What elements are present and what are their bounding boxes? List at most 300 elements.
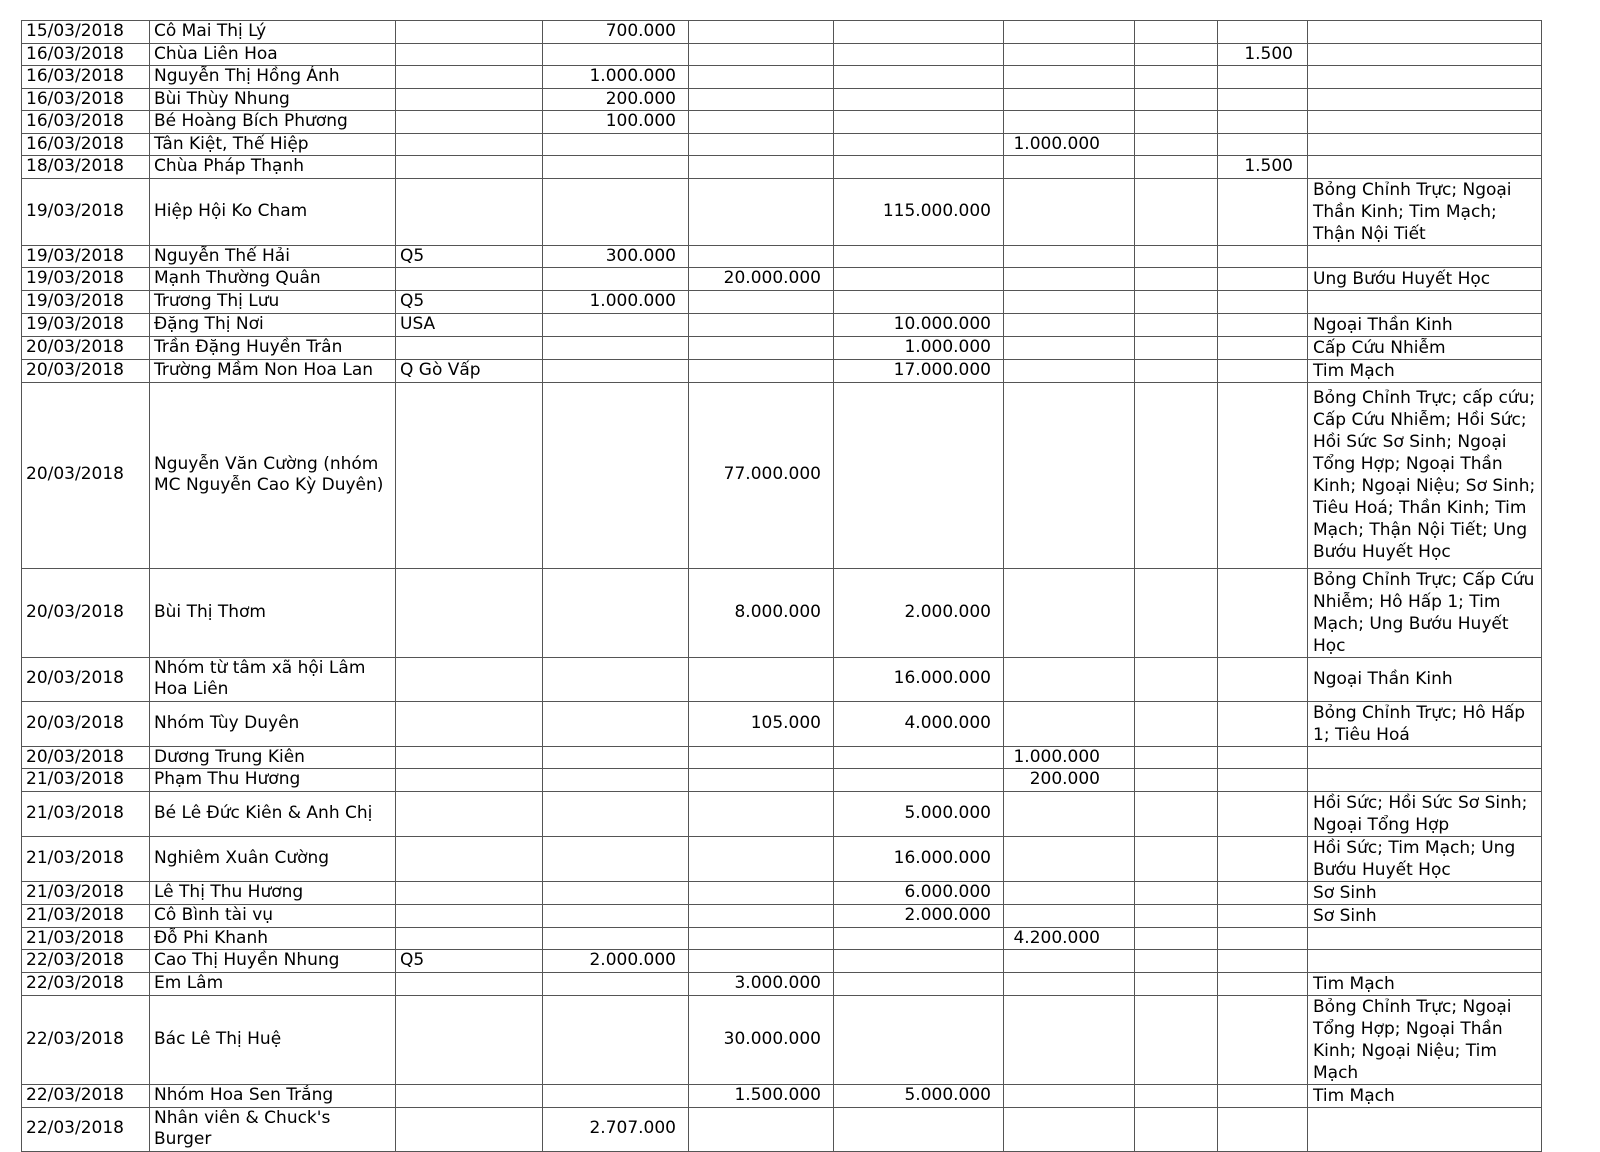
amount-cell-a	[543, 156, 689, 179]
date-cell: 22/03/2018	[22, 1084, 150, 1107]
amount-cell-b	[689, 178, 834, 245]
amount-cell-f	[1218, 568, 1308, 657]
department-cell	[1308, 156, 1542, 179]
amount-cell-d	[1004, 43, 1135, 66]
department-cell	[1308, 950, 1542, 973]
amount-cell-c: 1.000.000	[834, 336, 1004, 359]
amount-cell-a	[543, 336, 689, 359]
location-cell	[396, 701, 543, 746]
department-cell: Hồi Sức; Hồi Sức Sơ Sinh; Ngoại Tổng Hợp	[1308, 791, 1542, 836]
location-cell	[396, 178, 543, 245]
amount-cell-c	[834, 1107, 1004, 1151]
amount-cell-b	[689, 359, 834, 382]
amount-cell-b	[689, 245, 834, 268]
table-row	[22, 359, 1542, 382]
amount-cell-b	[689, 881, 834, 904]
amount-cell-b	[689, 746, 834, 769]
location-cell	[396, 336, 543, 359]
amount-cell-e	[1135, 836, 1218, 881]
amount-cell-e	[1135, 245, 1218, 268]
amount-cell-d	[1004, 88, 1135, 111]
donor-name-cell: Nhân viên & Chuck's Burger	[150, 1107, 396, 1151]
amount-cell-f	[1218, 313, 1308, 336]
donor-name-cell: Cô Bình tài vụ	[150, 904, 396, 927]
location-cell	[396, 657, 543, 701]
date-cell: 20/03/2018	[22, 701, 150, 746]
amount-cell-a: 300.000	[543, 245, 689, 268]
department-cell: Bỏng Chỉnh Trực; Ngoại Tổng Hợp; Ngoại Thần Kinh; Ngoại Niệu; Tim Mạch	[1308, 995, 1542, 1084]
amount-cell-c	[834, 66, 1004, 89]
amount-cell-d	[1004, 268, 1135, 291]
amount-cell-a	[543, 382, 689, 568]
department-cell: Bỏng Chỉnh Trực; Ngoại Thần Kinh; Tim Mạch; Thận Nội Tiết	[1308, 178, 1542, 245]
amount-cell-b	[689, 66, 834, 89]
location-cell	[396, 769, 543, 792]
amount-cell-a: 1.000.000	[543, 291, 689, 314]
date-cell: 16/03/2018	[22, 88, 150, 111]
date-cell: 21/03/2018	[22, 791, 150, 836]
amount-cell-c: 17.000.000	[834, 359, 1004, 382]
amount-cell-c	[834, 746, 1004, 769]
amount-cell-c	[834, 995, 1004, 1084]
donor-name-cell: Trường Mầm Non Hoa Lan	[150, 359, 396, 382]
date-cell: 20/03/2018	[22, 336, 150, 359]
department-cell	[1308, 1107, 1542, 1151]
amount-cell-a	[543, 701, 689, 746]
amount-cell-a	[543, 836, 689, 881]
department-cell: Bỏng Chỉnh Trực; Hô Hấp 1; Tiêu Hoá	[1308, 701, 1542, 746]
table-row	[22, 972, 1542, 995]
location-cell	[396, 836, 543, 881]
table-row	[22, 156, 1542, 179]
amount-cell-c	[834, 291, 1004, 314]
amount-cell-f	[1218, 836, 1308, 881]
table-row	[22, 701, 1542, 746]
donor-name-cell: Lê Thị Thu Hương	[150, 881, 396, 904]
department-cell	[1308, 88, 1542, 111]
amount-cell-a: 2.707.000	[543, 1107, 689, 1151]
amount-cell-d	[1004, 568, 1135, 657]
amount-cell-a	[543, 769, 689, 792]
amount-cell-b	[689, 657, 834, 701]
location-cell	[396, 995, 543, 1084]
table-row	[22, 836, 1542, 881]
table-row	[22, 950, 1542, 973]
amount-cell-a: 700.000	[543, 21, 689, 44]
donor-name-cell: Hiệp Hội Ko Cham	[150, 178, 396, 245]
date-cell: 20/03/2018	[22, 746, 150, 769]
table-row	[22, 904, 1542, 927]
amount-cell-c: 5.000.000	[834, 791, 1004, 836]
amount-cell-a	[543, 927, 689, 950]
location-cell	[396, 156, 543, 179]
location-cell	[396, 88, 543, 111]
donor-name-cell: Bé Lê Đức Kiên & Anh Chị	[150, 791, 396, 836]
amount-cell-e	[1135, 657, 1218, 701]
amount-cell-b	[689, 291, 834, 314]
amount-cell-e	[1135, 382, 1218, 568]
table-row	[22, 927, 1542, 950]
amount-cell-c: 6.000.000	[834, 881, 1004, 904]
department-cell	[1308, 927, 1542, 950]
location-cell: USA	[396, 313, 543, 336]
location-cell	[396, 972, 543, 995]
amount-cell-f	[1218, 21, 1308, 44]
amount-cell-c: 5.000.000	[834, 1084, 1004, 1107]
table-row	[22, 995, 1542, 1084]
department-cell: Bỏng Chỉnh Trực; Cấp Cứu Nhiễm; Hô Hấp 1; Tim Mạch; Ung Bướu Huyết Học	[1308, 568, 1542, 657]
amount-cell-d: 4.200.000	[1004, 927, 1135, 950]
donor-name-cell: Chùa Liên Hoa	[150, 43, 396, 66]
location-cell: Q5	[396, 950, 543, 973]
location-cell	[396, 927, 543, 950]
location-cell	[396, 1084, 543, 1107]
amount-cell-e	[1135, 995, 1218, 1084]
amount-cell-f	[1218, 1084, 1308, 1107]
department-cell: Ngoại Thần Kinh	[1308, 657, 1542, 701]
amount-cell-f	[1218, 359, 1308, 382]
amount-cell-e	[1135, 1084, 1218, 1107]
amount-cell-f	[1218, 791, 1308, 836]
amount-cell-b	[689, 1107, 834, 1151]
department-cell: Cấp Cứu Nhiễm	[1308, 336, 1542, 359]
amount-cell-d	[1004, 904, 1135, 927]
department-cell: Sơ Sinh	[1308, 881, 1542, 904]
amount-cell-d	[1004, 21, 1135, 44]
table-row	[22, 746, 1542, 769]
amount-cell-a	[543, 133, 689, 156]
amount-cell-c	[834, 133, 1004, 156]
amount-cell-d	[1004, 382, 1135, 568]
location-cell	[396, 791, 543, 836]
amount-cell-e	[1135, 746, 1218, 769]
date-cell: 21/03/2018	[22, 769, 150, 792]
donor-name-cell: Nhóm từ tâm xã hội Lâm Hoa Liên	[150, 657, 396, 701]
amount-cell-e	[1135, 156, 1218, 179]
amount-cell-e	[1135, 133, 1218, 156]
department-cell	[1308, 133, 1542, 156]
amount-cell-b: 3.000.000	[689, 972, 834, 995]
table-row	[22, 568, 1542, 657]
department-cell	[1308, 66, 1542, 89]
department-cell: Tim Mạch	[1308, 972, 1542, 995]
amount-cell-c: 4.000.000	[834, 701, 1004, 746]
amount-cell-e	[1135, 950, 1218, 973]
amount-cell-c	[834, 927, 1004, 950]
amount-cell-f	[1218, 268, 1308, 291]
location-cell	[396, 1107, 543, 1151]
amount-cell-f	[1218, 1107, 1308, 1151]
amount-cell-c: 115.000.000	[834, 178, 1004, 245]
amount-cell-c	[834, 769, 1004, 792]
amount-cell-f: 1.500	[1218, 156, 1308, 179]
amount-cell-d	[1004, 245, 1135, 268]
amount-cell-d	[1004, 995, 1135, 1084]
donor-name-cell: Em Lâm	[150, 972, 396, 995]
amount-cell-d: 1.000.000	[1004, 133, 1135, 156]
amount-cell-e	[1135, 359, 1218, 382]
amount-cell-f	[1218, 972, 1308, 995]
location-cell	[396, 133, 543, 156]
amount-cell-e	[1135, 769, 1218, 792]
donor-name-cell: Chùa Pháp Thạnh	[150, 156, 396, 179]
department-cell: Bỏng Chỉnh Trực; cấp cứu; Cấp Cứu Nhiễm; Hồi Sức; Hồi Sức Sơ Sinh; Ngoại Tổng Hợp; Ngoại Thần Kinh; Ngoại Niệu; Sơ Sinh; Tiêu Hoá; Thần Kinh; Tim Mạch; Thận Nội Tiết; Ung Bướu Huyết Học	[1308, 382, 1542, 568]
date-cell: 15/03/2018	[22, 21, 150, 44]
amount-cell-f	[1218, 904, 1308, 927]
donor-name-cell: Phạm Thu Hương	[150, 769, 396, 792]
amount-cell-d	[1004, 111, 1135, 134]
donor-name-cell: Nhóm Tùy Duyên	[150, 701, 396, 746]
date-cell: 22/03/2018	[22, 950, 150, 973]
amount-cell-a: 200.000	[543, 88, 689, 111]
amount-cell-b: 8.000.000	[689, 568, 834, 657]
donation-table	[21, 20, 1542, 1152]
location-cell: Q Gò Vấp	[396, 359, 543, 382]
donor-name-cell: Bé Hoàng Bích Phương	[150, 111, 396, 134]
table-row	[22, 178, 1542, 245]
amount-cell-d	[1004, 336, 1135, 359]
amount-cell-a: 100.000	[543, 111, 689, 134]
table-row	[22, 111, 1542, 134]
amount-cell-c	[834, 382, 1004, 568]
donor-name-cell: Mạnh Thường Quân	[150, 268, 396, 291]
donor-name-cell: Tân Kiệt, Thế Hiệp	[150, 133, 396, 156]
amount-cell-e	[1135, 313, 1218, 336]
date-cell: 21/03/2018	[22, 836, 150, 881]
amount-cell-c	[834, 268, 1004, 291]
amount-cell-b: 77.000.000	[689, 382, 834, 568]
amount-cell-b	[689, 156, 834, 179]
location-cell	[396, 382, 543, 568]
amount-cell-f	[1218, 927, 1308, 950]
date-cell: 19/03/2018	[22, 291, 150, 314]
amount-cell-b	[689, 313, 834, 336]
amount-cell-a	[543, 568, 689, 657]
department-cell: Ung Bướu Huyết Học	[1308, 268, 1542, 291]
amount-cell-e	[1135, 904, 1218, 927]
amount-cell-f	[1218, 769, 1308, 792]
date-cell: 20/03/2018	[22, 359, 150, 382]
table-row	[22, 1084, 1542, 1107]
amount-cell-b	[689, 133, 834, 156]
amount-cell-b	[689, 950, 834, 973]
amount-cell-b	[689, 111, 834, 134]
amount-cell-a	[543, 1084, 689, 1107]
location-cell	[396, 66, 543, 89]
amount-cell-b: 30.000.000	[689, 995, 834, 1084]
date-cell: 20/03/2018	[22, 382, 150, 568]
amount-cell-e	[1135, 927, 1218, 950]
table-row	[22, 88, 1542, 111]
amount-cell-f: 1.500	[1218, 43, 1308, 66]
date-cell: 22/03/2018	[22, 972, 150, 995]
department-cell: Ngoại Thần Kinh	[1308, 313, 1542, 336]
amount-cell-a	[543, 972, 689, 995]
amount-cell-e	[1135, 178, 1218, 245]
department-cell	[1308, 43, 1542, 66]
department-cell	[1308, 291, 1542, 314]
donor-name-cell: Bùi Thị Thơm	[150, 568, 396, 657]
amount-cell-a	[543, 313, 689, 336]
amount-cell-e	[1135, 111, 1218, 134]
date-cell: 21/03/2018	[22, 881, 150, 904]
donor-name-cell: Cao Thị Huyền Nhung	[150, 950, 396, 973]
department-cell	[1308, 21, 1542, 44]
amount-cell-c: 10.000.000	[834, 313, 1004, 336]
amount-cell-e	[1135, 21, 1218, 44]
location-cell	[396, 904, 543, 927]
donor-name-cell: Dương Trung Kiên	[150, 746, 396, 769]
table-row	[22, 769, 1542, 792]
location-cell	[396, 268, 543, 291]
amount-cell-f	[1218, 950, 1308, 973]
department-cell: Hồi Sức; Tim Mạch; Ung Bướu Huyết Học	[1308, 836, 1542, 881]
amount-cell-e	[1135, 1107, 1218, 1151]
amount-cell-c: 16.000.000	[834, 657, 1004, 701]
amount-cell-e	[1135, 336, 1218, 359]
amount-cell-e	[1135, 972, 1218, 995]
amount-cell-f	[1218, 382, 1308, 568]
donor-name-cell: Nguyễn Thế Hải	[150, 245, 396, 268]
date-cell: 19/03/2018	[22, 268, 150, 291]
amount-cell-b: 1.500.000	[689, 1084, 834, 1107]
table-row	[22, 336, 1542, 359]
amount-cell-a	[543, 657, 689, 701]
amount-cell-e	[1135, 701, 1218, 746]
department-cell	[1308, 245, 1542, 268]
amount-cell-d	[1004, 66, 1135, 89]
amount-cell-d	[1004, 1084, 1135, 1107]
table-row	[22, 43, 1542, 66]
amount-cell-d	[1004, 836, 1135, 881]
donor-name-cell: Cô Mai Thị Lý	[150, 21, 396, 44]
table-row	[22, 133, 1542, 156]
amount-cell-d	[1004, 291, 1135, 314]
location-cell: Q5	[396, 291, 543, 314]
amount-cell-f	[1218, 881, 1308, 904]
amount-cell-d	[1004, 950, 1135, 973]
donor-name-cell: Bùi Thùy Nhung	[150, 88, 396, 111]
amount-cell-d	[1004, 359, 1135, 382]
amount-cell-d	[1004, 657, 1135, 701]
amount-cell-b	[689, 836, 834, 881]
donor-name-cell: Đỗ Phi Khanh	[150, 927, 396, 950]
location-cell	[396, 111, 543, 134]
amount-cell-e	[1135, 268, 1218, 291]
amount-cell-c	[834, 950, 1004, 973]
department-cell	[1308, 111, 1542, 134]
location-cell: Q5	[396, 245, 543, 268]
table-row	[22, 268, 1542, 291]
amount-cell-a	[543, 268, 689, 291]
amount-cell-b	[689, 769, 834, 792]
amount-cell-a: 1.000.000	[543, 66, 689, 89]
amount-cell-d	[1004, 791, 1135, 836]
amount-cell-a	[543, 178, 689, 245]
date-cell: 19/03/2018	[22, 178, 150, 245]
amount-cell-c	[834, 88, 1004, 111]
amount-cell-a	[543, 43, 689, 66]
location-cell	[396, 881, 543, 904]
location-cell	[396, 568, 543, 657]
amount-cell-f	[1218, 291, 1308, 314]
amount-cell-f	[1218, 701, 1308, 746]
amount-cell-e	[1135, 791, 1218, 836]
amount-cell-a	[543, 995, 689, 1084]
amount-cell-d	[1004, 178, 1135, 245]
amount-cell-c	[834, 972, 1004, 995]
amount-cell-d	[1004, 156, 1135, 179]
amount-cell-b: 20.000.000	[689, 268, 834, 291]
date-cell: 20/03/2018	[22, 657, 150, 701]
department-cell	[1308, 746, 1542, 769]
amount-cell-a: 2.000.000	[543, 950, 689, 973]
amount-cell-c: 2.000.000	[834, 568, 1004, 657]
donor-name-cell: Nguyễn Văn Cường (nhóm MC Nguyễn Cao Kỳ Duyên)	[150, 382, 396, 568]
department-cell	[1308, 769, 1542, 792]
amount-cell-f	[1218, 995, 1308, 1084]
table-row	[22, 657, 1542, 701]
date-cell: 16/03/2018	[22, 43, 150, 66]
amount-cell-a	[543, 904, 689, 927]
amount-cell-f	[1218, 178, 1308, 245]
amount-cell-d: 1.000.000	[1004, 746, 1135, 769]
amount-cell-f	[1218, 657, 1308, 701]
amount-cell-e	[1135, 291, 1218, 314]
date-cell: 22/03/2018	[22, 1107, 150, 1151]
date-cell: 16/03/2018	[22, 111, 150, 134]
amount-cell-f	[1218, 336, 1308, 359]
amount-cell-c: 16.000.000	[834, 836, 1004, 881]
amount-cell-c	[834, 245, 1004, 268]
donor-name-cell: Nguyễn Thị Hồng Ánh	[150, 66, 396, 89]
department-cell: Sơ Sinh	[1308, 904, 1542, 927]
date-cell: 16/03/2018	[22, 133, 150, 156]
table-row	[22, 245, 1542, 268]
amount-cell-f	[1218, 111, 1308, 134]
date-cell: 22/03/2018	[22, 995, 150, 1084]
table-row	[22, 21, 1542, 44]
amount-cell-b: 105.000	[689, 701, 834, 746]
date-cell: 16/03/2018	[22, 66, 150, 89]
amount-cell-c	[834, 21, 1004, 44]
date-cell: 20/03/2018	[22, 568, 150, 657]
amount-cell-d: 200.000	[1004, 769, 1135, 792]
amount-cell-a	[543, 746, 689, 769]
table-row	[22, 291, 1542, 314]
amount-cell-b	[689, 21, 834, 44]
date-cell: 19/03/2018	[22, 245, 150, 268]
date-cell: 18/03/2018	[22, 156, 150, 179]
department-cell: Tim Mạch	[1308, 1084, 1542, 1107]
date-cell: 19/03/2018	[22, 313, 150, 336]
donor-name-cell: Nghiêm Xuân Cường	[150, 836, 396, 881]
table-row	[22, 313, 1542, 336]
amount-cell-d	[1004, 701, 1135, 746]
amount-cell-f	[1218, 746, 1308, 769]
location-cell	[396, 21, 543, 44]
donor-name-cell: Trương Thị Lưu	[150, 291, 396, 314]
amount-cell-b	[689, 927, 834, 950]
table-row	[22, 66, 1542, 89]
amount-cell-a	[543, 359, 689, 382]
amount-cell-d	[1004, 1107, 1135, 1151]
amount-cell-e	[1135, 66, 1218, 89]
amount-cell-f	[1218, 133, 1308, 156]
table-row	[22, 1107, 1542, 1151]
amount-cell-e	[1135, 568, 1218, 657]
amount-cell-b	[689, 88, 834, 111]
